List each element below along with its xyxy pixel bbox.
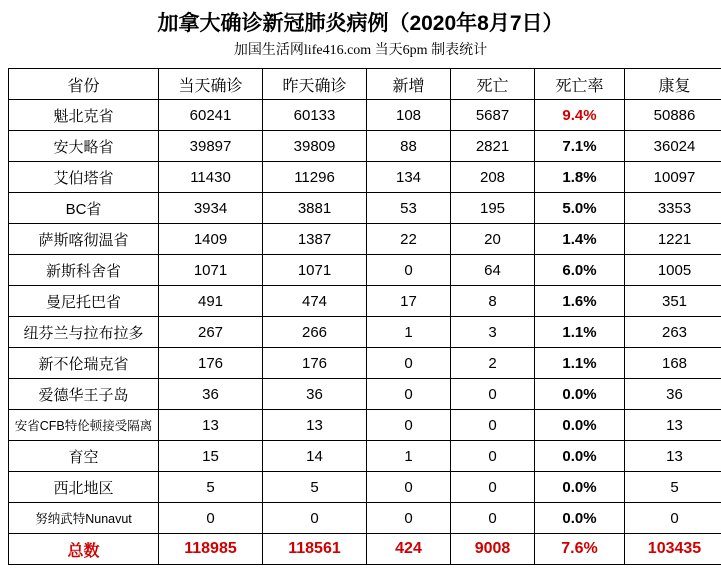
- cell-today-cases: 491: [159, 286, 263, 317]
- cell-new-cases: 1: [367, 317, 451, 348]
- cell-today-cases: 5: [159, 472, 263, 503]
- cell-new-cases: 22: [367, 224, 451, 255]
- cell-recovered: 1221: [625, 224, 721, 255]
- cell-new-cases: 17: [367, 286, 451, 317]
- table-row: [9, 255, 721, 286]
- cell-new-cases: 1: [367, 441, 451, 472]
- cell-recovered: 50886: [625, 100, 721, 131]
- cell-new-cases: 0: [367, 348, 451, 379]
- table-row: [9, 472, 721, 503]
- table-row: [9, 379, 721, 410]
- cell-yesterday-cases: 5: [263, 472, 367, 503]
- table-row: [9, 441, 721, 472]
- cell-recovered: 13: [625, 441, 721, 472]
- cell-recovered: 351: [625, 286, 721, 317]
- cell-recovered: 3353: [625, 193, 721, 224]
- page-subtitle: 加国生活网life416.com 当天6pm 制表统计: [233, 43, 488, 58]
- cell-recovered: 168: [625, 348, 721, 379]
- table-row: [9, 131, 721, 162]
- table-header-row: [9, 69, 721, 100]
- cell-death-rate: 1.1%: [535, 317, 625, 348]
- cell-recovered: 36: [625, 379, 721, 410]
- table-row: [9, 162, 721, 193]
- column-header-new-cases: 新增: [367, 69, 451, 100]
- cell-yesterday-cases: 176: [263, 348, 367, 379]
- table-row: [9, 224, 721, 255]
- table-total-row: [9, 534, 721, 565]
- cell-yesterday-cases: 13: [263, 410, 367, 441]
- cell-deaths: 0: [451, 379, 535, 410]
- cell-yesterday-cases: 1071: [263, 255, 367, 286]
- total-death-rate: 7.6%: [535, 534, 625, 565]
- cell-new-cases: 0: [367, 255, 451, 286]
- cell-death-rate: 9.4%: [535, 100, 625, 131]
- table-row: [9, 193, 721, 224]
- cell-recovered: 0: [625, 503, 721, 534]
- table-row: [9, 286, 721, 317]
- table-body: [9, 100, 721, 565]
- cell-death-rate: 0.0%: [535, 503, 625, 534]
- column-header-recovered: 康复: [625, 69, 721, 100]
- cell-deaths: 0: [451, 441, 535, 472]
- cell-death-rate: 7.1%: [535, 131, 625, 162]
- cell-new-cases: 88: [367, 131, 451, 162]
- covid-statistics-table: [8, 68, 721, 565]
- total-yesterday-cases: 118561: [263, 534, 367, 565]
- cell-death-rate: 1.8%: [535, 162, 625, 193]
- cell-yesterday-cases: 3881: [263, 193, 367, 224]
- cell-death-rate: 1.4%: [535, 224, 625, 255]
- column-header-deaths: 死亡: [451, 69, 535, 100]
- cell-recovered: 13: [625, 410, 721, 441]
- cell-today-cases: 60241: [159, 100, 263, 131]
- table-row: [9, 317, 721, 348]
- cell-new-cases: 0: [367, 503, 451, 534]
- column-header-province: 省份: [9, 69, 159, 100]
- table-row: [9, 348, 721, 379]
- cell-new-cases: 53: [367, 193, 451, 224]
- cell-deaths: 0: [451, 410, 535, 441]
- cell-death-rate: 0.0%: [535, 472, 625, 503]
- cell-recovered: 36024: [625, 131, 721, 162]
- table-row: [9, 410, 721, 441]
- table-row: [9, 100, 721, 131]
- column-header-death-rate: 死亡率: [535, 69, 625, 100]
- cell-yesterday-cases: 36: [263, 379, 367, 410]
- cell-province: 艾伯塔省: [9, 162, 159, 193]
- cell-new-cases: 0: [367, 472, 451, 503]
- cell-recovered: 10097: [625, 162, 721, 193]
- cell-today-cases: 176: [159, 348, 263, 379]
- page-title: 加拿大确诊新冠肺炎病例（2020年8月7日）: [157, 12, 564, 35]
- cell-province: 新斯科舍省: [9, 255, 159, 286]
- cell-yesterday-cases: 0: [263, 503, 367, 534]
- cell-yesterday-cases: 266: [263, 317, 367, 348]
- cell-deaths: 8: [451, 286, 535, 317]
- cell-deaths: 5687: [451, 100, 535, 131]
- cell-deaths: 2: [451, 348, 535, 379]
- total-new-cases: 424: [367, 534, 451, 565]
- cell-province: 西北地区: [9, 472, 159, 503]
- cell-today-cases: 39897: [159, 131, 263, 162]
- cell-death-rate: 0.0%: [535, 410, 625, 441]
- cell-today-cases: 13: [159, 410, 263, 441]
- cell-province: 纽芬兰与拉布拉多: [9, 317, 159, 348]
- cell-province: 安省CFB特伦顿接受隔离: [9, 410, 159, 441]
- cell-death-rate: 6.0%: [535, 255, 625, 286]
- cell-province: 魁北克省: [9, 100, 159, 131]
- cell-province: 安大略省: [9, 131, 159, 162]
- cell-today-cases: 36: [159, 379, 263, 410]
- cell-death-rate: 0.0%: [535, 379, 625, 410]
- cell-new-cases: 108: [367, 100, 451, 131]
- cell-yesterday-cases: 39809: [263, 131, 367, 162]
- cell-today-cases: 1409: [159, 224, 263, 255]
- cell-yesterday-cases: 60133: [263, 100, 367, 131]
- cell-province: 努纳武特Nunavut: [9, 503, 159, 534]
- cell-deaths: 64: [451, 255, 535, 286]
- cell-today-cases: 3934: [159, 193, 263, 224]
- cell-deaths: 20: [451, 224, 535, 255]
- cell-today-cases: 15: [159, 441, 263, 472]
- cell-province: 爱德华王子岛: [9, 379, 159, 410]
- cell-province: 新不伦瑞克省: [9, 348, 159, 379]
- column-header-today-cases: 当天确诊: [159, 69, 263, 100]
- cell-death-rate: 1.1%: [535, 348, 625, 379]
- cell-death-rate: 0.0%: [535, 441, 625, 472]
- cell-today-cases: 1071: [159, 255, 263, 286]
- cell-recovered: 263: [625, 317, 721, 348]
- cell-today-cases: 11430: [159, 162, 263, 193]
- cell-deaths: 208: [451, 162, 535, 193]
- cell-recovered: 1005: [625, 255, 721, 286]
- cell-death-rate: 1.6%: [535, 286, 625, 317]
- cell-deaths: 0: [451, 472, 535, 503]
- cell-today-cases: 0: [159, 503, 263, 534]
- cell-province: 曼尼托巴省: [9, 286, 159, 317]
- cell-new-cases: 0: [367, 379, 451, 410]
- total-label: 总数: [9, 534, 159, 565]
- cell-deaths: 0: [451, 503, 535, 534]
- total-recovered: 103435: [625, 534, 721, 565]
- table-row: [9, 503, 721, 534]
- cell-province: 萨斯喀彻温省: [9, 224, 159, 255]
- total-today-cases: 118985: [159, 534, 263, 565]
- cell-yesterday-cases: 11296: [263, 162, 367, 193]
- cell-province: 育空: [9, 441, 159, 472]
- cell-deaths: 2821: [451, 131, 535, 162]
- cell-new-cases: 0: [367, 410, 451, 441]
- cell-yesterday-cases: 474: [263, 286, 367, 317]
- cell-deaths: 3: [451, 317, 535, 348]
- cell-deaths: 195: [451, 193, 535, 224]
- cell-recovered: 5: [625, 472, 721, 503]
- column-header-yesterday-cases: 昨天确诊: [263, 69, 367, 100]
- cell-today-cases: 267: [159, 317, 263, 348]
- cell-province: BC省: [9, 193, 159, 224]
- total-deaths: 9008: [451, 534, 535, 565]
- cell-new-cases: 134: [367, 162, 451, 193]
- cell-death-rate: 5.0%: [535, 193, 625, 224]
- cell-yesterday-cases: 1387: [263, 224, 367, 255]
- table-header: [9, 69, 721, 100]
- cell-yesterday-cases: 14: [263, 441, 367, 472]
